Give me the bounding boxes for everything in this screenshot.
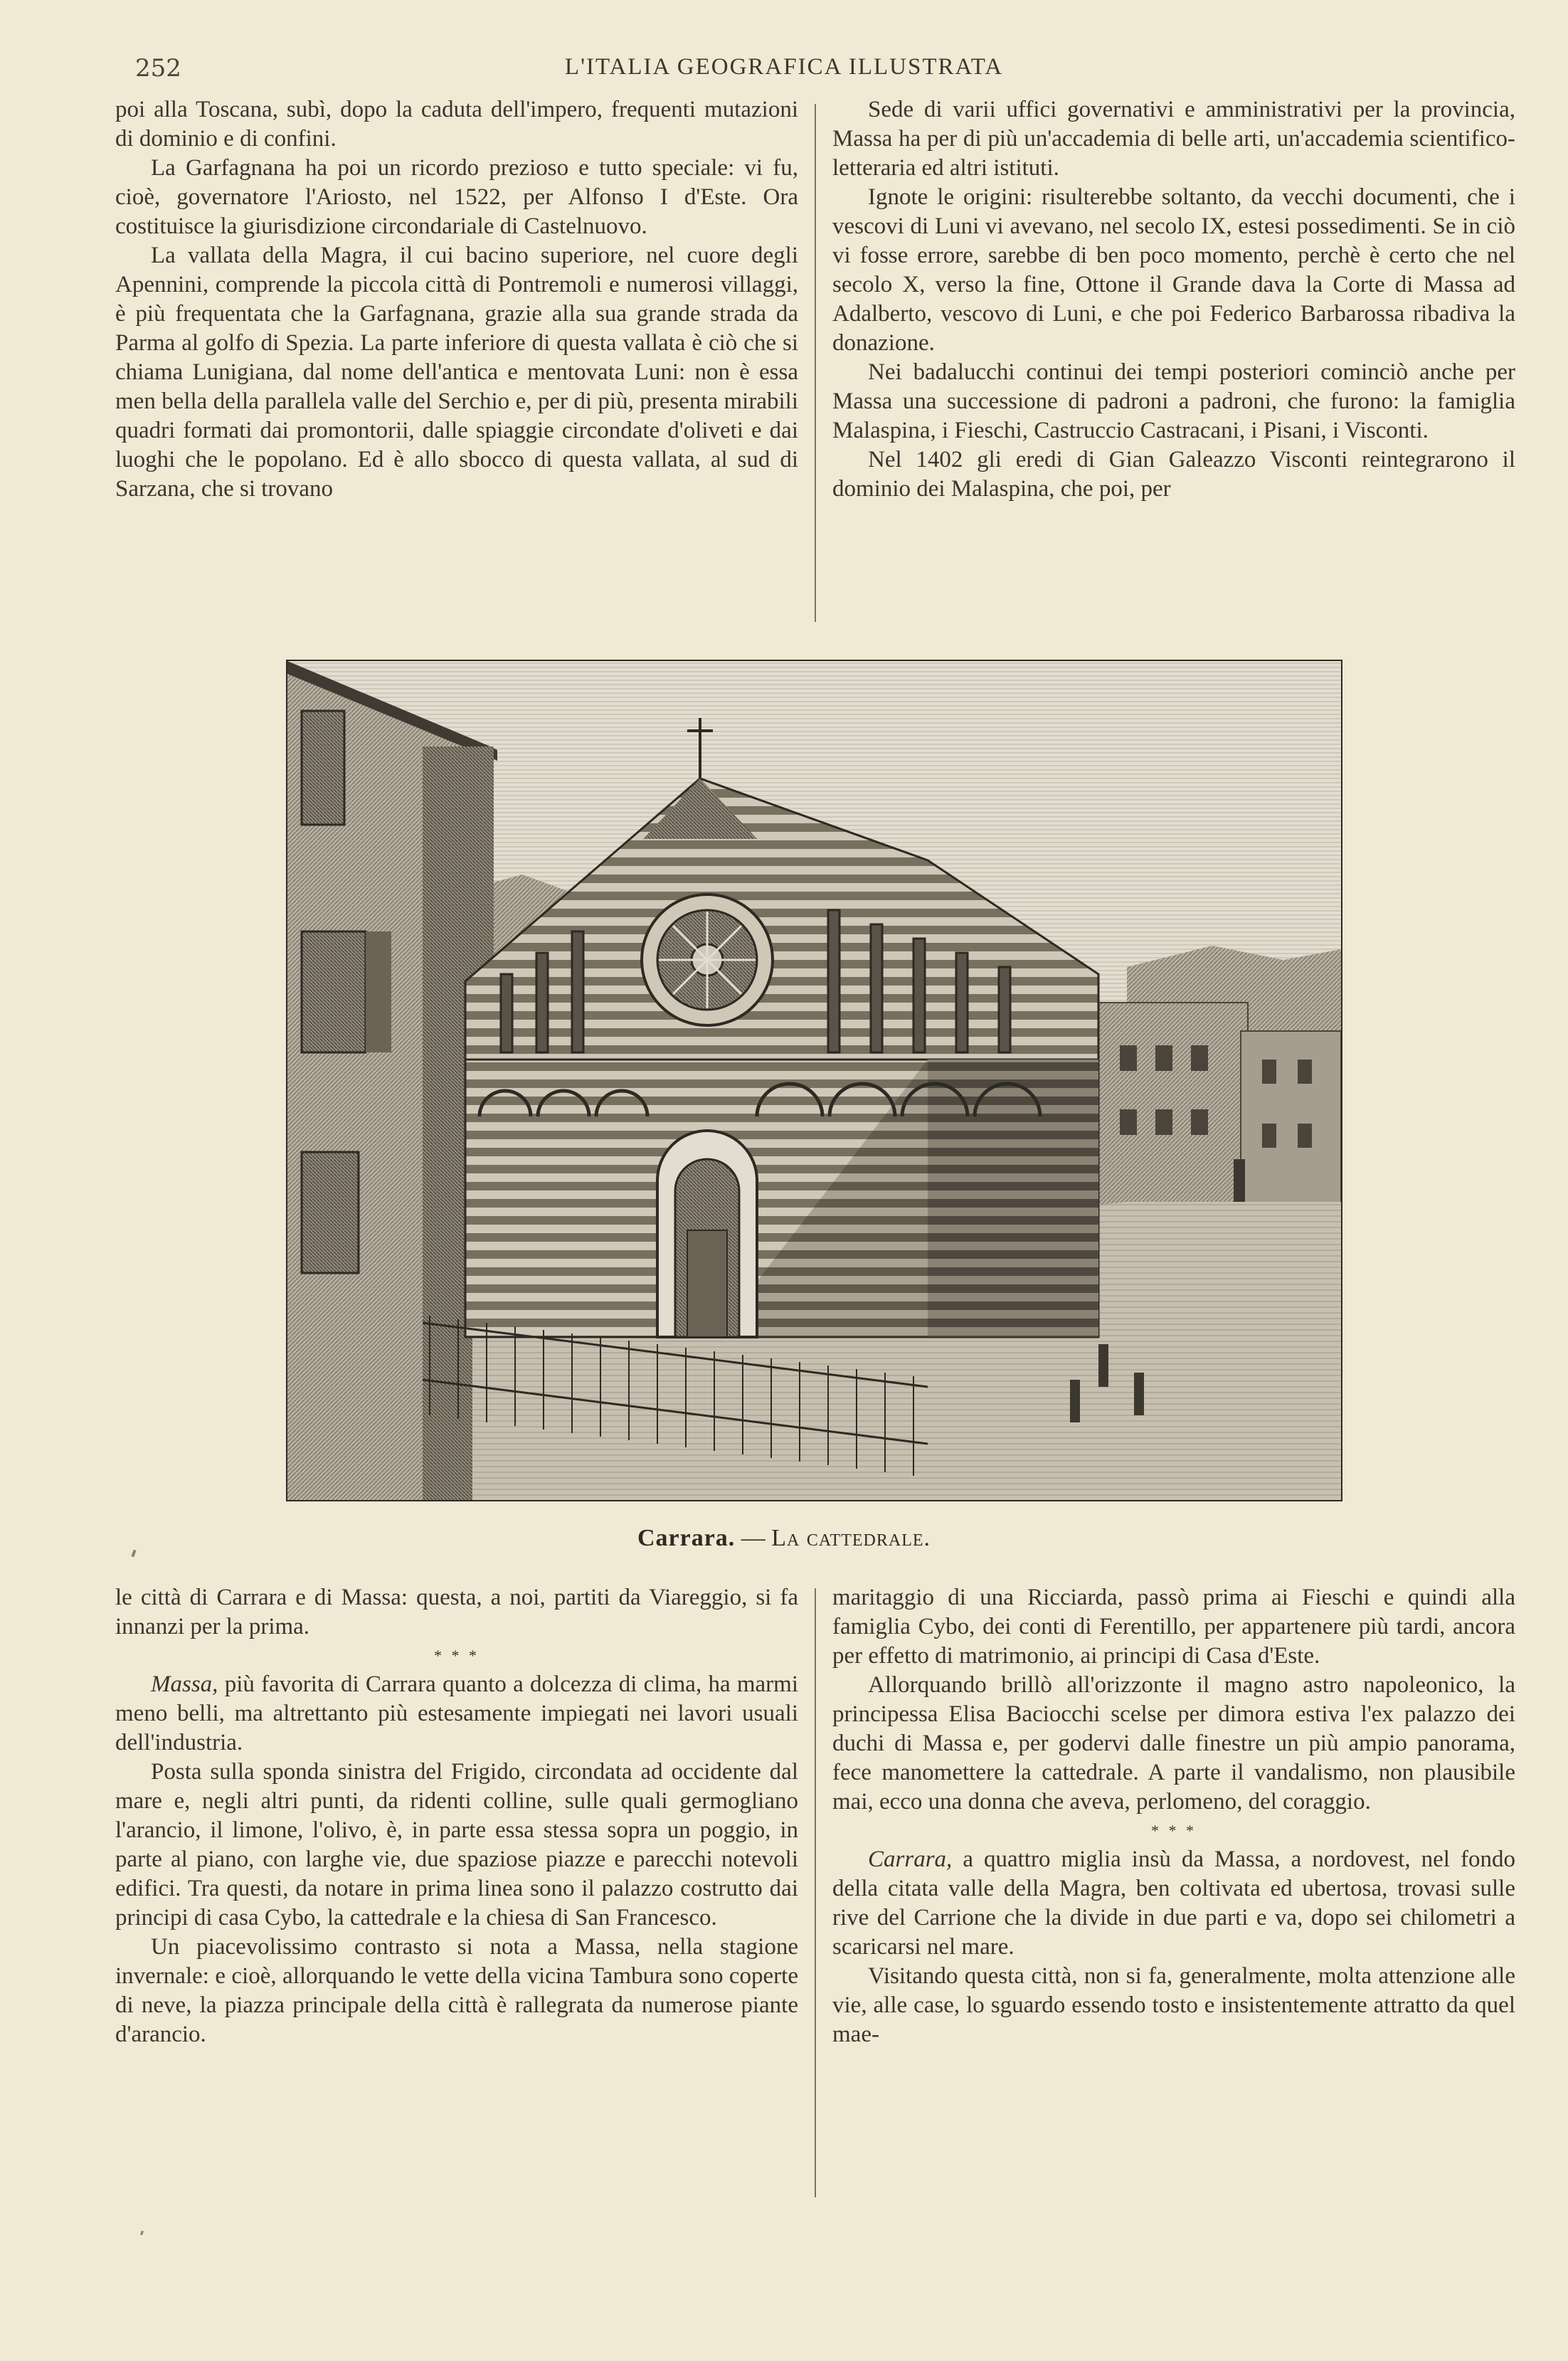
paragraph: Nel 1402 gli eredi di Gian Galeazzo Visconti reintegrarono il dominio dei Malaspina, che poi, per: [832, 447, 1515, 502]
page-number: 252: [135, 54, 181, 83]
caption-dash: —: [741, 1525, 766, 1551]
section-title-carrara: Carrara,: [868, 1847, 953, 1872]
paragraph: Ignote le origini: risulterebbe soltanto, da vecchi documenti, che i vescovi di Luni vi avevano, nel secolo IX, estesi possedimenti. Se in ciò vi fosse errore, sarebbe di ben poco momento, perchè è certo che nel secolo X, verso la fine, Ottone il Grande dava la Corte di Massa ad Adalberto, vescovo di Luni, e che poi Federico Barbarossa ribadiva la donazione.: [832, 184, 1515, 356]
ink-speck: [140, 2231, 144, 2236]
section-separator: * * *: [434, 1647, 480, 1664]
column-bottom-right: [832, 1583, 1515, 2049]
column-divider: [815, 1588, 816, 2197]
paragraph: Un piacevolissimo contrasto si nota a Massa, nella stagione invernale: e cioè, allorquando le vette della vicina Tambura sono coperte di neve, la piazza principale della città è rallegrata da numerose piante d'arancio.: [115, 1934, 798, 2047]
paragraph: le città di Carrara e di Massa: questa, a noi, partiti da Viareggio, si fa innanzi per la prima.: [115, 1585, 798, 1639]
section-separator: * * *: [1151, 1822, 1197, 1839]
paragraph: poi alla Toscana, subì, dopo la caduta dell'impero, frequenti mutazioni di dominio e di confini.: [115, 97, 798, 152]
figure-caption: [0, 1525, 1568, 1552]
paragraph-text: a quattro miglia insù da Massa, a nordovest, nel fondo della citata valle della Magra, ben coltivata ed ubertosa, trovasi sulle rive del Carrione che la divide in due parti e va, dopo sei chilometri a scaricarsi nel mare.: [832, 1847, 1515, 1960]
paragraph: [115, 1670, 798, 1758]
caption-subject: La cattedrale.: [771, 1525, 931, 1551]
paragraph-text: più favorita di Carrara quanto a dolcezza di clima, ha marmi meno belli, ma altrettanto più estesamente impiegati nei lavori usuali dell'industria.: [115, 1671, 798, 1755]
column-divider: [815, 104, 816, 622]
caption-city: Carrara.: [637, 1525, 736, 1551]
paragraph: La vallata della Magra, il cui bacino superiore, nel cuore degli Apennini, comprende la piccola città di Pontremoli e numerosi villaggi, è più frequentata che la Garfagnana, grazie alla sua grande strada da Parma al golfo di Spezia. La parte inferiore di questa vallata è ciò che si chiama Lunigiana, dal nome dell'antica e mentovata Luni: non è essa men bella della parallela valle del Serchio e, per di più, presenta mirabili quadri formati dai promontorii, dalle spiaggie circondate d'oliveti e dai luoghi che le popolano. Ed è allo sbocco di questa vallata, al sud di Sarzana, che si trovano: [115, 243, 798, 502]
paragraph: Allorquando brillò all'orizzonte il magno astro napoleonico, la principessa Elisa Baciocchi scelse per dimora estiva l'ex palazzo dei duchi di Massa e, per godervi dalle finestre un più ampio panorama, fece manomettere la cattedrale. A parte il vandalismo, non plausibile mai, ecco una donna che aveva, perlomeno, del coraggio.: [832, 1672, 1515, 1815]
paragraph: La Garfagnana ha poi un ricordo prezioso e tutto speciale: vi fu, cioè, governatore l'Ariosto, nel 1522, per Alfonso I d'Este. Ora costituisce la giurisdizione circondariale di Castelnuovo.: [115, 155, 798, 239]
column-bottom-left: [115, 1583, 798, 2049]
paragraph: [832, 1845, 1515, 1962]
paragraph: Visitando questa città, non si fa, generalmente, molta attenzione alle vie, alle case, lo sguardo essendo tosto e insistentemente attratto da quel mae-: [832, 1963, 1515, 2047]
column-top-right: [832, 95, 1515, 504]
paragraph: maritaggio di una Ricciarda, passò prima ai Fieschi e quindi alla famiglia Cybo, dei conti di Ferentillo, per appartenere più tardi, ancora per effetto di matrimonio, ai principi di Casa d'Este.: [832, 1585, 1515, 1669]
running-title: L'ITALIA GEOGRAFICA ILLUSTRATA: [564, 54, 1004, 80]
section-title-massa: Massa,: [151, 1671, 218, 1697]
cathedral-engraving: [286, 660, 1342, 1501]
paragraph: Posta sulla sponda sinistra del Frigido, circondata ad occidente dal mare e, negli altri punti, da ridenti colline, sulle quali germogliano l'arancio, il limone, l'olivo, è, in parte essa stessa sopra un poggio, in parte al piano, con larghe vie, due spaziose piazze e parecchi notevoli edifici. Tra questi, da notare in prima linea sono il palazzo costrutto dai principi di casa Cybo, la cattedrale e la chiesa di San Francesco.: [115, 1759, 798, 1930]
paragraph: Sede di varii uffici governativi e amministrativi per la provincia, Massa ha per di più un'accademia di belle arti, un'accademia scientifico-letteraria ed altri istituti.: [832, 97, 1515, 181]
column-top-left: [115, 95, 798, 504]
paragraph: Nei badalucchi continui dei tempi posteriori cominciò anche per Massa una successione di padroni a padroni, che furono: la famiglia Malaspina, i Fieschi, Castruccio Castracani, i Pisani, i Visconti.: [832, 359, 1515, 443]
